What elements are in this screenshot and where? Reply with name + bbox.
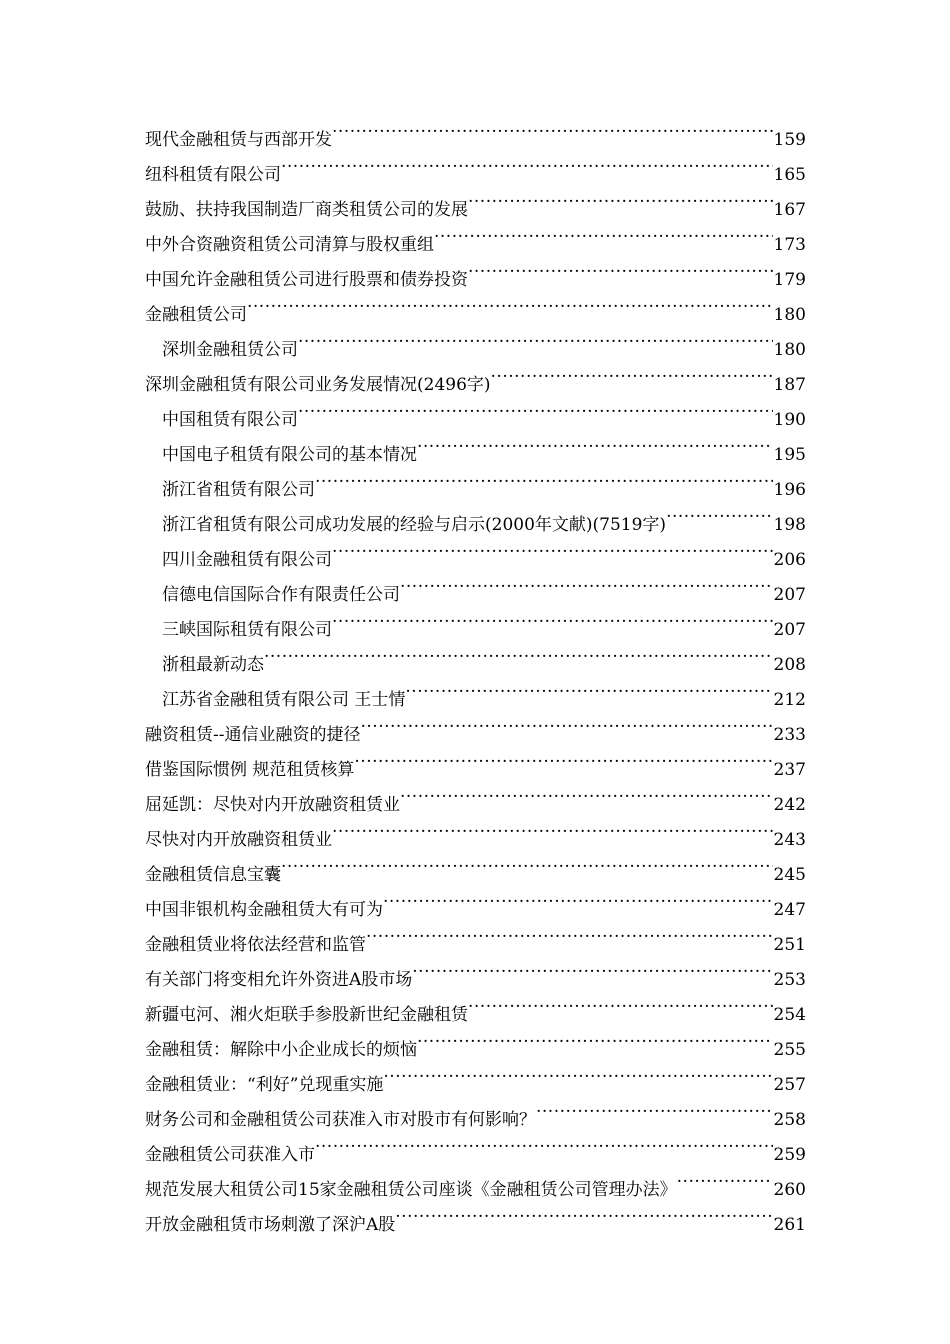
dot-leader [412, 950, 772, 985]
toc-entry-title: 金融租赁信息宝囊 [145, 865, 281, 885]
toc-entry-page-number: 167 [773, 200, 806, 220]
dot-leader [383, 880, 773, 915]
dot-leader [383, 1055, 772, 1090]
toc-entry-page-number: 159 [773, 130, 806, 150]
table-of-contents [145, 110, 806, 1235]
toc-entry-page-number: 251 [773, 935, 806, 955]
toc-entry-page-number: 165 [773, 165, 806, 185]
dot-leader [400, 565, 773, 600]
dot-leader [400, 775, 773, 810]
toc-entry-title: 新疆屯河、湘火炬联手参股新世纪金融租赁 [145, 1005, 468, 1025]
toc-entry-page-number: 258 [773, 1110, 806, 1130]
dot-leader [315, 460, 773, 495]
toc-entry-page-number: 173 [773, 235, 806, 255]
dot-leader [491, 355, 773, 390]
dot-leader [281, 845, 773, 880]
toc-entry-title: 金融租赁公司获准入市 [145, 1145, 315, 1165]
toc-entry-page-number: 259 [773, 1145, 806, 1165]
toc-entry-title: 金融租赁业：“利好”兑现重实施 [145, 1075, 384, 1095]
toc-entry-title: 中国非银机构金融租赁大有可为 [145, 900, 383, 920]
toc-entry-title: 纽科租赁有限公司 [145, 165, 281, 185]
toc-entry-page-number: 208 [773, 655, 806, 675]
dot-leader [417, 425, 773, 460]
toc-entry-title: 金融租赁：解除中小企业成长的烦恼 [145, 1040, 417, 1060]
toc-entry-page-number: 243 [773, 830, 806, 850]
toc-entry-page-number: 207 [773, 585, 806, 605]
toc-entry-title: 中外合资融资租赁公司清算与股权重组 [145, 235, 434, 255]
toc-entry-page-number: 247 [773, 900, 806, 920]
toc-entry-page-number: 212 [773, 690, 806, 710]
toc-entry-title: 四川金融租赁有限公司 [162, 550, 332, 570]
dot-leader [536, 1090, 773, 1125]
toc-entry-title: 浙租最新动态 [162, 655, 264, 675]
toc-entry-title: 中国租赁有限公司 [162, 410, 298, 430]
toc-entry[interactable] [145, 110, 806, 150]
toc-entry-title: 深圳金融租赁公司 [162, 340, 298, 360]
toc-entry-page-number: 242 [773, 795, 806, 815]
dot-leader [298, 320, 773, 355]
dot-leader [281, 145, 773, 180]
toc-entry-page-number: 207 [773, 620, 806, 640]
toc-entry-title: 融资租赁--通信业融资的捷径 [145, 725, 361, 745]
toc-entry-page-number: 198 [773, 515, 806, 535]
toc-entry-title: 浙江省租赁有限公司成功发展的经验与启示(2000年文献)(7519字) [162, 515, 667, 535]
dot-leader [417, 1020, 773, 1055]
dot-leader [361, 705, 773, 740]
toc-entry-title: 规范发展大租赁公司15家金融租赁公司座谈《金融租赁公司管理办法》 [145, 1180, 677, 1200]
dot-leader [366, 915, 773, 950]
toc-entry-title: 有关部门将变相允许外资进A股市场 [145, 970, 413, 990]
toc-entry-title: 深圳金融租赁有限公司业务发展情况(2496字) [145, 375, 491, 395]
toc-entry-title: 财务公司和金融租赁公司获准入市对股市有何影响？ [145, 1110, 536, 1130]
dot-leader [247, 285, 773, 320]
toc-entry-page-number: 260 [773, 1180, 806, 1200]
toc-entry-page-number: 180 [773, 340, 806, 360]
dot-leader [332, 110, 773, 145]
toc-entry-title: 尽快对内开放融资租赁业 [145, 830, 332, 850]
dot-leader [315, 1125, 773, 1160]
dot-leader [298, 390, 773, 425]
toc-entry-title: 中国允许金融租赁公司进行股票和债券投资 [145, 270, 468, 290]
toc-entry-title: 信德电信国际合作有限责任公司 [162, 585, 400, 605]
toc-entry-title: 借鉴国际惯例 规范租赁核算 [145, 760, 355, 780]
toc-entry-title: 屈延凯：尽快对内开放融资租赁业 [145, 795, 400, 815]
toc-entry-title: 开放金融租赁市场刺激了深沪A股 [145, 1215, 396, 1235]
toc-entry-title: 鼓励、扶持我国制造厂商类租赁公司的发展 [145, 200, 468, 220]
toc-entry-page-number: 179 [773, 270, 806, 290]
dot-leader [468, 985, 773, 1020]
dot-leader [666, 495, 772, 530]
toc-entry-title: 三峡国际租赁有限公司 [162, 620, 332, 640]
toc-entry-title: 金融租赁公司 [145, 305, 247, 325]
dot-leader [468, 250, 773, 285]
toc-entry-page-number: 195 [773, 445, 806, 465]
dot-leader [677, 1160, 773, 1195]
toc-entry-page-number: 257 [773, 1075, 806, 1095]
dot-leader [354, 740, 772, 775]
dot-leader [332, 600, 773, 635]
toc-entry-page-number: 190 [773, 410, 806, 430]
toc-entry-page-number: 253 [773, 970, 806, 990]
toc-entry-title: 金融租赁业将依法经营和监管 [145, 935, 366, 955]
toc-entry-page-number: 254 [773, 1005, 806, 1025]
toc-entry-page-number: 196 [773, 480, 806, 500]
dot-leader [468, 180, 773, 215]
toc-entry-page-number: 206 [773, 550, 806, 570]
toc-entry-page-number: 245 [773, 865, 806, 885]
toc-entry-page-number: 237 [773, 760, 806, 780]
toc-entry-page-number: 261 [773, 1215, 806, 1235]
dot-leader [332, 530, 773, 565]
toc-entry-title: 现代金融租赁与西部开发 [145, 130, 332, 150]
toc-entry-page-number: 187 [773, 375, 806, 395]
dot-leader [405, 670, 772, 705]
dot-leader [395, 1195, 772, 1230]
toc-entry-page-number: 255 [773, 1040, 806, 1060]
toc-entry-title: 中国电子租赁有限公司的基本情况 [162, 445, 417, 465]
dot-leader [264, 635, 773, 670]
toc-entry-page-number: 233 [773, 725, 806, 745]
dot-leader [332, 810, 773, 845]
toc-entry-page-number: 180 [773, 305, 806, 325]
toc-entry-title: 江苏省金融租赁有限公司 王士情 [162, 690, 406, 710]
toc-entry-title: 浙江省租赁有限公司 [162, 480, 315, 500]
dot-leader [434, 215, 773, 250]
